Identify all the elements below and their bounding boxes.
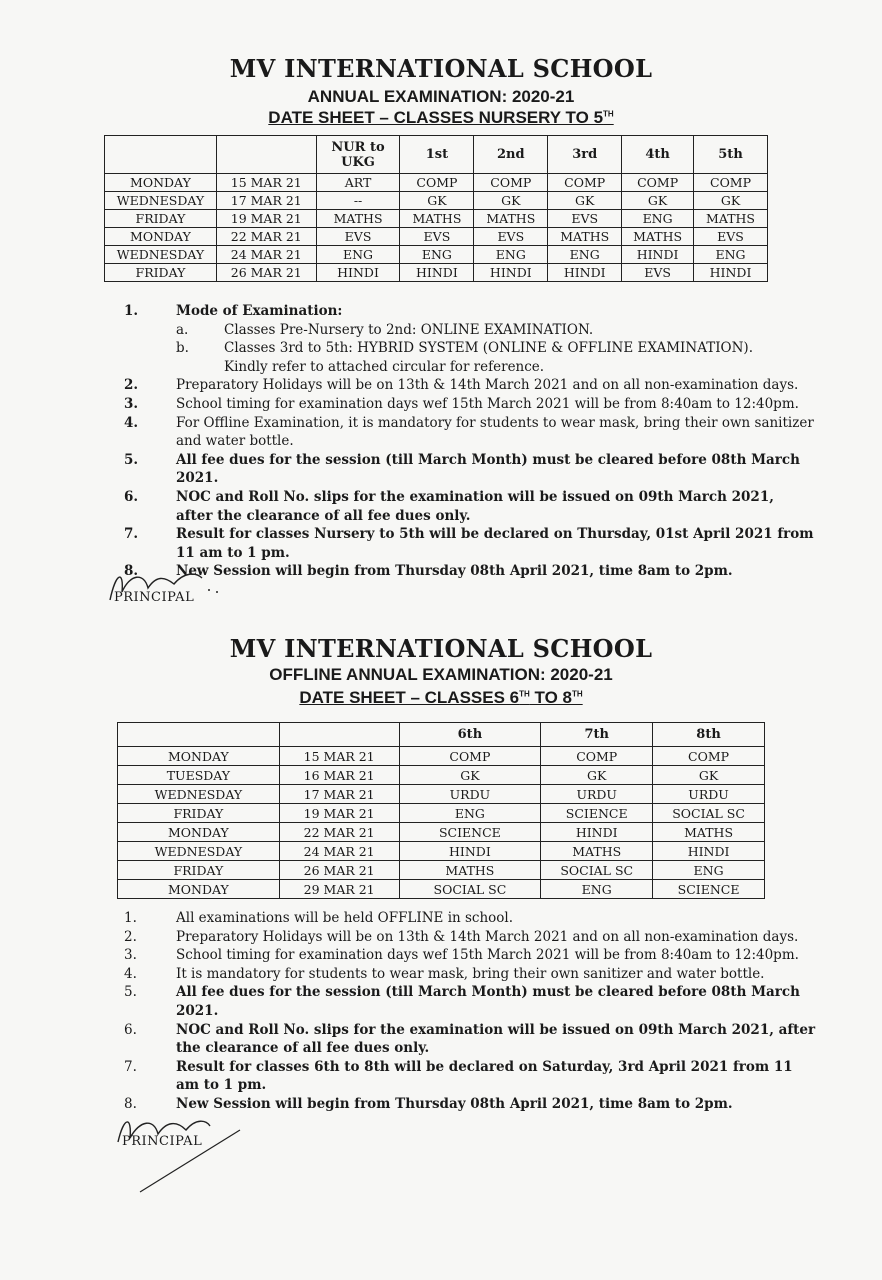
column-header bbox=[279, 723, 399, 747]
note-item: 4. It is mandatory for students to wear mask, bring their own sanitizer and water bottle. bbox=[124, 965, 765, 982]
table-cell: MATHS bbox=[400, 210, 474, 228]
signature-scribble-icon bbox=[110, 1112, 250, 1202]
datesheet-table-1 bbox=[104, 135, 768, 282]
table-cell: MATHS bbox=[653, 823, 765, 842]
table-cell: HINDI bbox=[622, 246, 694, 264]
table-cell: ART bbox=[316, 174, 400, 192]
datesheet-heading-2: DATE SHEET – CLASSES 6TH TO 8TH bbox=[299, 688, 583, 707]
table-cell: HINDI bbox=[316, 264, 400, 282]
table-cell: ENG bbox=[474, 246, 548, 264]
table-cell: EVS bbox=[622, 264, 694, 282]
table-row bbox=[118, 823, 765, 842]
table-cell: MATHS bbox=[316, 210, 400, 228]
column-header: 1st bbox=[400, 136, 474, 174]
table-cell: ENG bbox=[653, 861, 765, 880]
table-cell: SOCIAL SC bbox=[541, 861, 653, 880]
table-cell: SCIENCE bbox=[541, 804, 653, 823]
note-item: 7. Result for classes Nursery to 5th will be declared on Thursday, 01st April 2021 from 11 am to 1 pm. bbox=[124, 526, 814, 561]
table-cell: HINDI bbox=[399, 842, 541, 861]
table-row bbox=[105, 228, 768, 246]
column-header: 6th bbox=[399, 723, 541, 747]
column-header: 4th bbox=[622, 136, 694, 174]
table-cell: 22 MAR 21 bbox=[279, 823, 399, 842]
note-item: Kindly refer to attached circular for reference. bbox=[224, 358, 545, 375]
table-cell: GK bbox=[622, 192, 694, 210]
table-cell: URDU bbox=[653, 785, 765, 804]
table-row bbox=[118, 766, 765, 785]
table-cell: GK bbox=[694, 192, 768, 210]
table-cell: 16 MAR 21 bbox=[279, 766, 399, 785]
table-cell: GK bbox=[399, 766, 541, 785]
table-cell: 24 MAR 21 bbox=[279, 842, 399, 861]
table-row bbox=[118, 880, 765, 899]
table-row bbox=[118, 842, 765, 861]
table-cell: MATHS bbox=[622, 228, 694, 246]
table-cell: 15 MAR 21 bbox=[279, 747, 399, 766]
table-cell: MONDAY bbox=[118, 880, 280, 899]
table-cell: FRIDAY bbox=[105, 210, 217, 228]
school-title-1: MV INTERNATIONAL SCHOOL bbox=[229, 54, 653, 83]
table-cell: ENG bbox=[399, 804, 541, 823]
table-cell: WEDNESDAY bbox=[118, 785, 280, 804]
table-row bbox=[118, 747, 765, 766]
principal-signature-2: PRINCIPAL bbox=[110, 1112, 250, 1206]
table-cell: COMP bbox=[548, 174, 622, 192]
table-cell: EVS bbox=[694, 228, 768, 246]
note-item: 1. Mode of Examination: bbox=[124, 303, 343, 319]
school-title-2: MV INTERNATIONAL SCHOOL bbox=[229, 634, 653, 663]
note-item: 6. NOC and Roll No. slips for the examination will be issued on 09th March 2021, after the clearance of all fee dues only. bbox=[124, 488, 774, 524]
column-header bbox=[105, 136, 217, 174]
note-item: 1. All examinations will be held OFFLINE in school. bbox=[124, 910, 514, 926]
table-cell: MATHS bbox=[399, 861, 541, 880]
table-cell: 17 MAR 21 bbox=[216, 192, 316, 210]
table-cell: EVS bbox=[400, 228, 474, 246]
note-item: a. Classes Pre-Nursery to 2nd: ONLINE EXAMINATION. bbox=[176, 321, 594, 338]
table-cell: FRIDAY bbox=[118, 804, 280, 823]
datesheet-heading-1: DATE SHEET – CLASSES NURSERY TO 5TH bbox=[268, 108, 614, 127]
table-cell: 26 MAR 21 bbox=[279, 861, 399, 880]
table-cell: 22 MAR 21 bbox=[216, 228, 316, 246]
note-item: 5. All fee dues for the session (till March Month) must be cleared before 08th March 2021. bbox=[124, 451, 800, 487]
table-cell: HINDI bbox=[694, 264, 768, 282]
table-cell: GK bbox=[548, 192, 622, 210]
exam-subtitle-2: OFFLINE ANNUAL EXAMINATION: 2020-21 bbox=[269, 665, 613, 684]
note-item: 4. For Offline Examination, it is mandatory for students to wear mask, bring their own sanitizer and water bottle. bbox=[124, 414, 814, 450]
note-item: 3. School timing for examination days wef 15th March 2021 will be from 8:40am to 12:40pm. bbox=[124, 395, 799, 412]
table-row bbox=[105, 246, 768, 264]
table-cell: EVS bbox=[548, 210, 622, 228]
table-cell: HINDI bbox=[548, 264, 622, 282]
table-row bbox=[105, 210, 768, 228]
table-cell: ENG bbox=[548, 246, 622, 264]
table-cell: GK bbox=[400, 192, 474, 210]
table-row bbox=[118, 785, 765, 804]
table-cell: MATHS bbox=[548, 228, 622, 246]
table-cell: 29 MAR 21 bbox=[279, 880, 399, 899]
column-header: 3rd bbox=[548, 136, 622, 174]
table-row bbox=[118, 804, 765, 823]
table-cell: COMP bbox=[541, 747, 653, 766]
table-cell: HINDI bbox=[474, 264, 548, 282]
note-item: 7. Result for classes 6th to 8th will be declared on Saturday, 3rd April 2021 from 11 am to 1 pm. bbox=[124, 1058, 793, 1094]
table-cell: TUESDAY bbox=[118, 766, 280, 785]
table-cell: WEDNESDAY bbox=[105, 192, 217, 210]
table-cell: ENG bbox=[316, 246, 400, 264]
column-header bbox=[118, 723, 280, 747]
table-cell: COMP bbox=[399, 747, 541, 766]
table-cell: MONDAY bbox=[118, 747, 280, 766]
table-cell: COMP bbox=[622, 174, 694, 192]
table-cell: GK bbox=[541, 766, 653, 785]
table-cell: 17 MAR 21 bbox=[279, 785, 399, 804]
instructions-1 bbox=[124, 302, 814, 581]
note-item: b. Classes 3rd to 5th: HYBRID SYSTEM (ONLINE & OFFLINE EXAMINATION). bbox=[176, 340, 753, 357]
table-cell: HINDI bbox=[653, 842, 765, 861]
table-row bbox=[118, 861, 765, 880]
datesheet-table-2 bbox=[117, 722, 765, 899]
table-cell: FRIDAY bbox=[105, 264, 217, 282]
table-cell: SOCIAL SC bbox=[399, 880, 541, 899]
note-item: 2. Preparatory Holidays will be on 13th & 14th March 2021 and on all non-examination days. bbox=[124, 928, 799, 945]
table-cell: WEDNESDAY bbox=[105, 246, 217, 264]
table-cell: WEDNESDAY bbox=[118, 842, 280, 861]
table-cell: ENG bbox=[541, 880, 653, 899]
table-cell: COMP bbox=[694, 174, 768, 192]
table-cell: HINDI bbox=[541, 823, 653, 842]
table-cell: MONDAY bbox=[105, 174, 217, 192]
table-cell: COMP bbox=[653, 747, 765, 766]
table-cell: 24 MAR 21 bbox=[216, 246, 316, 264]
table-cell: URDU bbox=[399, 785, 541, 804]
column-header: 5th bbox=[694, 136, 768, 174]
table-row bbox=[105, 174, 768, 192]
table-cell: HINDI bbox=[400, 264, 474, 282]
principal-signature-1: PRINCIPAL bbox=[104, 562, 234, 614]
table-cell: GK bbox=[653, 766, 765, 785]
table-cell: COMP bbox=[474, 174, 548, 192]
note-item: 3. School timing for examination days wef 15th March 2021 will be from 8:40am to 12:40pm. bbox=[124, 947, 799, 964]
table-cell: -- bbox=[316, 192, 400, 210]
column-header bbox=[216, 136, 316, 174]
table-cell: 19 MAR 21 bbox=[279, 804, 399, 823]
column-header: NUR to UKG bbox=[316, 136, 400, 174]
table-cell: SCIENCE bbox=[399, 823, 541, 842]
exam-subtitle-1: ANNUAL EXAMINATION: 2020-21 bbox=[307, 87, 575, 106]
table-row bbox=[105, 192, 768, 210]
instructions-2 bbox=[124, 909, 816, 1114]
column-header: 8th bbox=[653, 723, 765, 747]
table-cell: COMP bbox=[400, 174, 474, 192]
column-header: 7th bbox=[541, 723, 653, 747]
table-cell: MATHS bbox=[694, 210, 768, 228]
table-cell: FRIDAY bbox=[118, 861, 280, 880]
table-cell: 19 MAR 21 bbox=[216, 210, 316, 228]
table-cell: URDU bbox=[541, 785, 653, 804]
table-cell: MONDAY bbox=[105, 228, 217, 246]
table-cell: EVS bbox=[474, 228, 548, 246]
table-cell: MATHS bbox=[541, 842, 653, 861]
table-cell: GK bbox=[474, 192, 548, 210]
note-item: 2. Preparatory Holidays will be on 13th & 14th March 2021 and on all non-examination days. bbox=[124, 377, 799, 394]
table-cell: MONDAY bbox=[118, 823, 280, 842]
note-item: 5. All fee dues for the session (till March Month) must be cleared before 08th March 2021. bbox=[124, 984, 800, 1019]
table-cell: EVS bbox=[316, 228, 400, 246]
table-cell: ENG bbox=[400, 246, 474, 264]
table-cell: ENG bbox=[694, 246, 768, 264]
table-cell: 26 MAR 21 bbox=[216, 264, 316, 282]
table-cell: SOCIAL SC bbox=[653, 804, 765, 823]
note-item: 8. New Session will begin from Thursday 08th April 2021, time 8am to 2pm. bbox=[124, 1095, 733, 1112]
table-row bbox=[105, 264, 768, 282]
note-item: 6. NOC and Roll No. slips for the examination will be issued on 09th March 2021, after the clearance of all fee dues only. bbox=[124, 1021, 816, 1057]
note-item: 8. New Session will begin from Thursday 08th April 2021, time 8am to 2pm. bbox=[124, 563, 733, 580]
table-cell: 15 MAR 21 bbox=[216, 174, 316, 192]
table-cell: ENG bbox=[622, 210, 694, 228]
table-cell: MATHS bbox=[474, 210, 548, 228]
table-cell: SCIENCE bbox=[653, 880, 765, 899]
column-header: 2nd bbox=[474, 136, 548, 174]
